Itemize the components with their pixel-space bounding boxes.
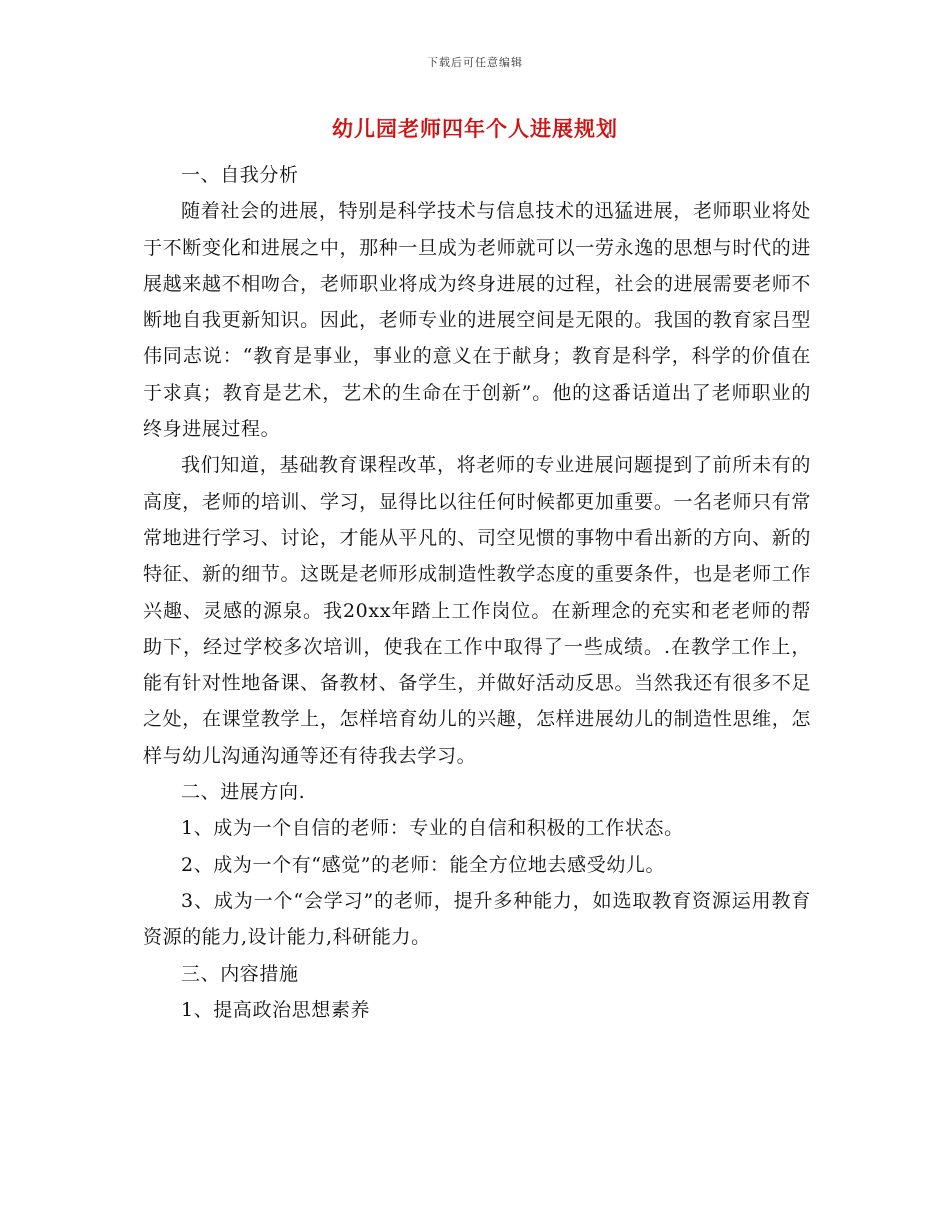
body-paragraph: 随着社会的进展，特别是科学技术与信息技术的迅猛进展，老师职业将处于不断变化和进展之中，那种一旦成为老师就可以一劳永逸的思想与时代的进展越来越不相吻合，老师职业将成为终身进展的过程，社会的进展需要老师不断地自我更新知识。因此，老师专业的进展空间是无限的。我国的教育家吕型伟同志说：“教育是事业，事业的意义在于献身；教育是科学，科学的价值在于求真；教育是艺术，艺术的生命在于创新”。他的这番话道出了老师职业的终身进展过程。 <box>143 200 811 441</box>
body-paragraph: 我们知道，基础教育课程改革，将老师的专业进展问题提到了前所未有的高度，老师的培训、学习，显得比以往任何时候都更加重要。一名老师只有常常地进行学习、讨论，才能从平凡的、司空见惯的事物中看出新的方向、新的特征、新的细节。这既是老师形成制造性教学态度的重要条件，也是老师工作兴趣、灵感的源泉。我20xx年踏上工作岗位。在新理念的充实和老老师的帮助下，经过学校多次培训，使我在工作中取得了一些成绩。.在教学工作上，能有针对性地备课、备教材、备学生，并做好活动反思。当然我还有很多不足之处，在课堂教学上，怎样培育幼儿的兴趣，怎样进展幼儿的制造性思维，怎样与幼儿沟通沟通等还有待我去学习。 <box>143 454 811 767</box>
list-item: 2、成为一个有“感觉”的老师：能全方位地去感受幼儿。 <box>181 853 666 876</box>
document-body <box>143 157 811 1028</box>
list-item: 3、成为一个“会学习”的老师，提升多种能力，如选取教育资源运用教育资源的能力,设计能力,科研能力。 <box>143 889 811 949</box>
list-item: 1、成为一个自信的老师：专业的自信和积极的工作状态。 <box>181 817 684 840</box>
section-heading-direction: 二、进展方向. <box>181 781 306 804</box>
list-item: 1、提高政治思想素养 <box>181 998 371 1021</box>
section-heading-measures: 三、内容措施 <box>181 962 299 985</box>
document-title: 幼儿园老师四年个人进展规划 <box>332 116 618 141</box>
header-note: 下载后可任意编辑 <box>427 56 523 69</box>
section-heading-self-analysis: 一、自我分析 <box>181 164 299 186</box>
